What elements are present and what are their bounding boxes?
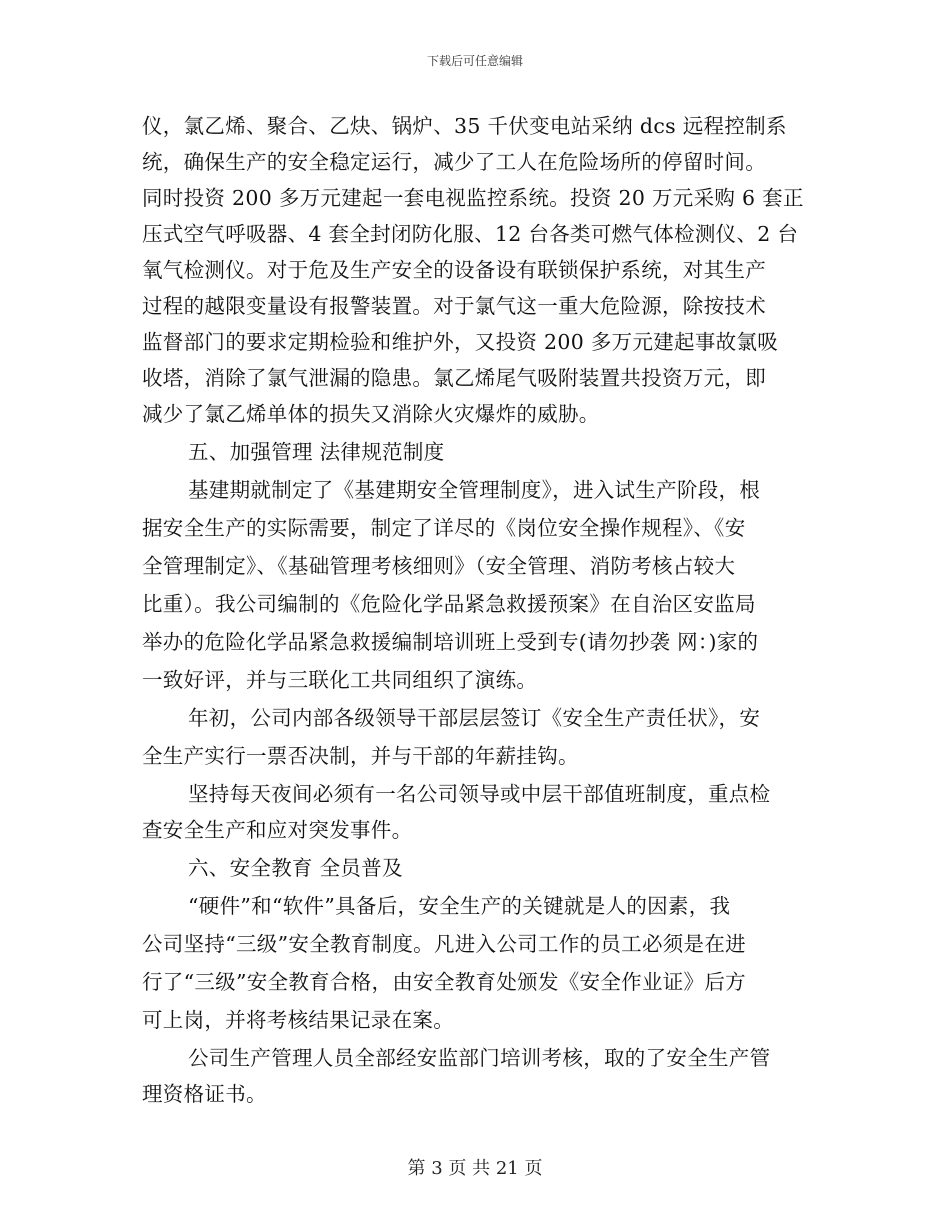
page-header: 下载后可任意编辑 — [426, 54, 523, 68]
text-line: 全管理制定》、《基础管理考核细则》（安全管理、消防考核占较大 — [142, 554, 736, 578]
page-number-footer: 第 3 页 共 21 页 — [407, 1158, 543, 1179]
text-line: 理资格证书。 — [142, 1082, 267, 1106]
text-line: 统，确保生产的安全稳定运行，减少了工人在危险场所的停留时间。 — [142, 150, 766, 174]
text-line: 比重）。我公司编制的《危险化学品紧急救援预案》在自治区安监局 — [142, 592, 756, 616]
text-line: 全生产实行一票否决制，并与干部的年薪挂钩。 — [142, 744, 579, 768]
text-line: 监督部门的要求定期检验和维护外，又投资 200 多万元建起事故氯吸 — [142, 330, 779, 354]
text-line: 据安全生产的实际需要，制定了详尽的《岗位安全操作规程》、《安 — [142, 516, 746, 540]
text-line: 基建期就制定了《基建期安全管理制度》，进入试生产阶段，根 — [188, 478, 761, 502]
text-line: 收塔，消除了氯气泄漏的隐患。氯乙烯尾气吸附装置共投资万元，即 — [142, 366, 766, 390]
text-line: 查安全生产和应对突发事件。 — [142, 818, 413, 842]
text-line: 坚持每天夜间必须有一名公司领导或中层干部值班制度，重点检 — [188, 782, 771, 806]
text-line: “硬件”和“软件”具备后，安全生产的关键就是人的因素，我 — [188, 894, 731, 918]
text-line: 减少了氯乙烯单体的损失又消除火灾爆炸的威胁。 — [142, 402, 600, 426]
text-line: 仪，氯乙烯、聚合、乙炔、锅炉、35 千伏变电站采纳 dcs 远程控制系 — [142, 114, 787, 138]
text-line: 举办的危险化学品紧急救援编制培训班上受到专(请勿抄袭 网：)家的 — [142, 630, 759, 654]
section-heading: 六、安全教育 全员普及 — [188, 856, 403, 880]
text-line: 同时投资 200 多万元建起一套电视监控系统。投资 20 万元采购 6 套正 — [142, 186, 804, 210]
section-heading: 五、加强管理 法律规范制度 — [188, 440, 445, 464]
text-line: 氧气检测仪。对于危及生产安全的设备设有联锁保护系统，对其生产 — [142, 258, 766, 282]
text-line: 公司坚持“三级”安全教育制度。凡进入公司工作的员工必须是在进 — [142, 932, 746, 956]
text-line: 年初，公司内部各级领导干部层层签订《安全生产责任状》，安 — [188, 706, 761, 730]
text-line: 公司生产管理人员全部经安监部门培训考核，取的了安全生产管 — [188, 1046, 771, 1070]
text-line: 行了“三级”安全教育合格，由安全教育处颁发《安全作业证》后方 — [142, 970, 746, 994]
text-line: 压式空气呼吸器、4 套全封闭防化服、12 台各类可燃气体检测仪、2 台 — [142, 222, 799, 246]
text-line: 过程的越限变量设有报警装置。对于氯气这一重大危险源，除按技术 — [142, 294, 766, 318]
text-line: 一致好评，并与三联化工共同组织了演练。 — [142, 668, 538, 692]
text-line: 可上岗，并将考核结果记录在案。 — [142, 1008, 454, 1032]
